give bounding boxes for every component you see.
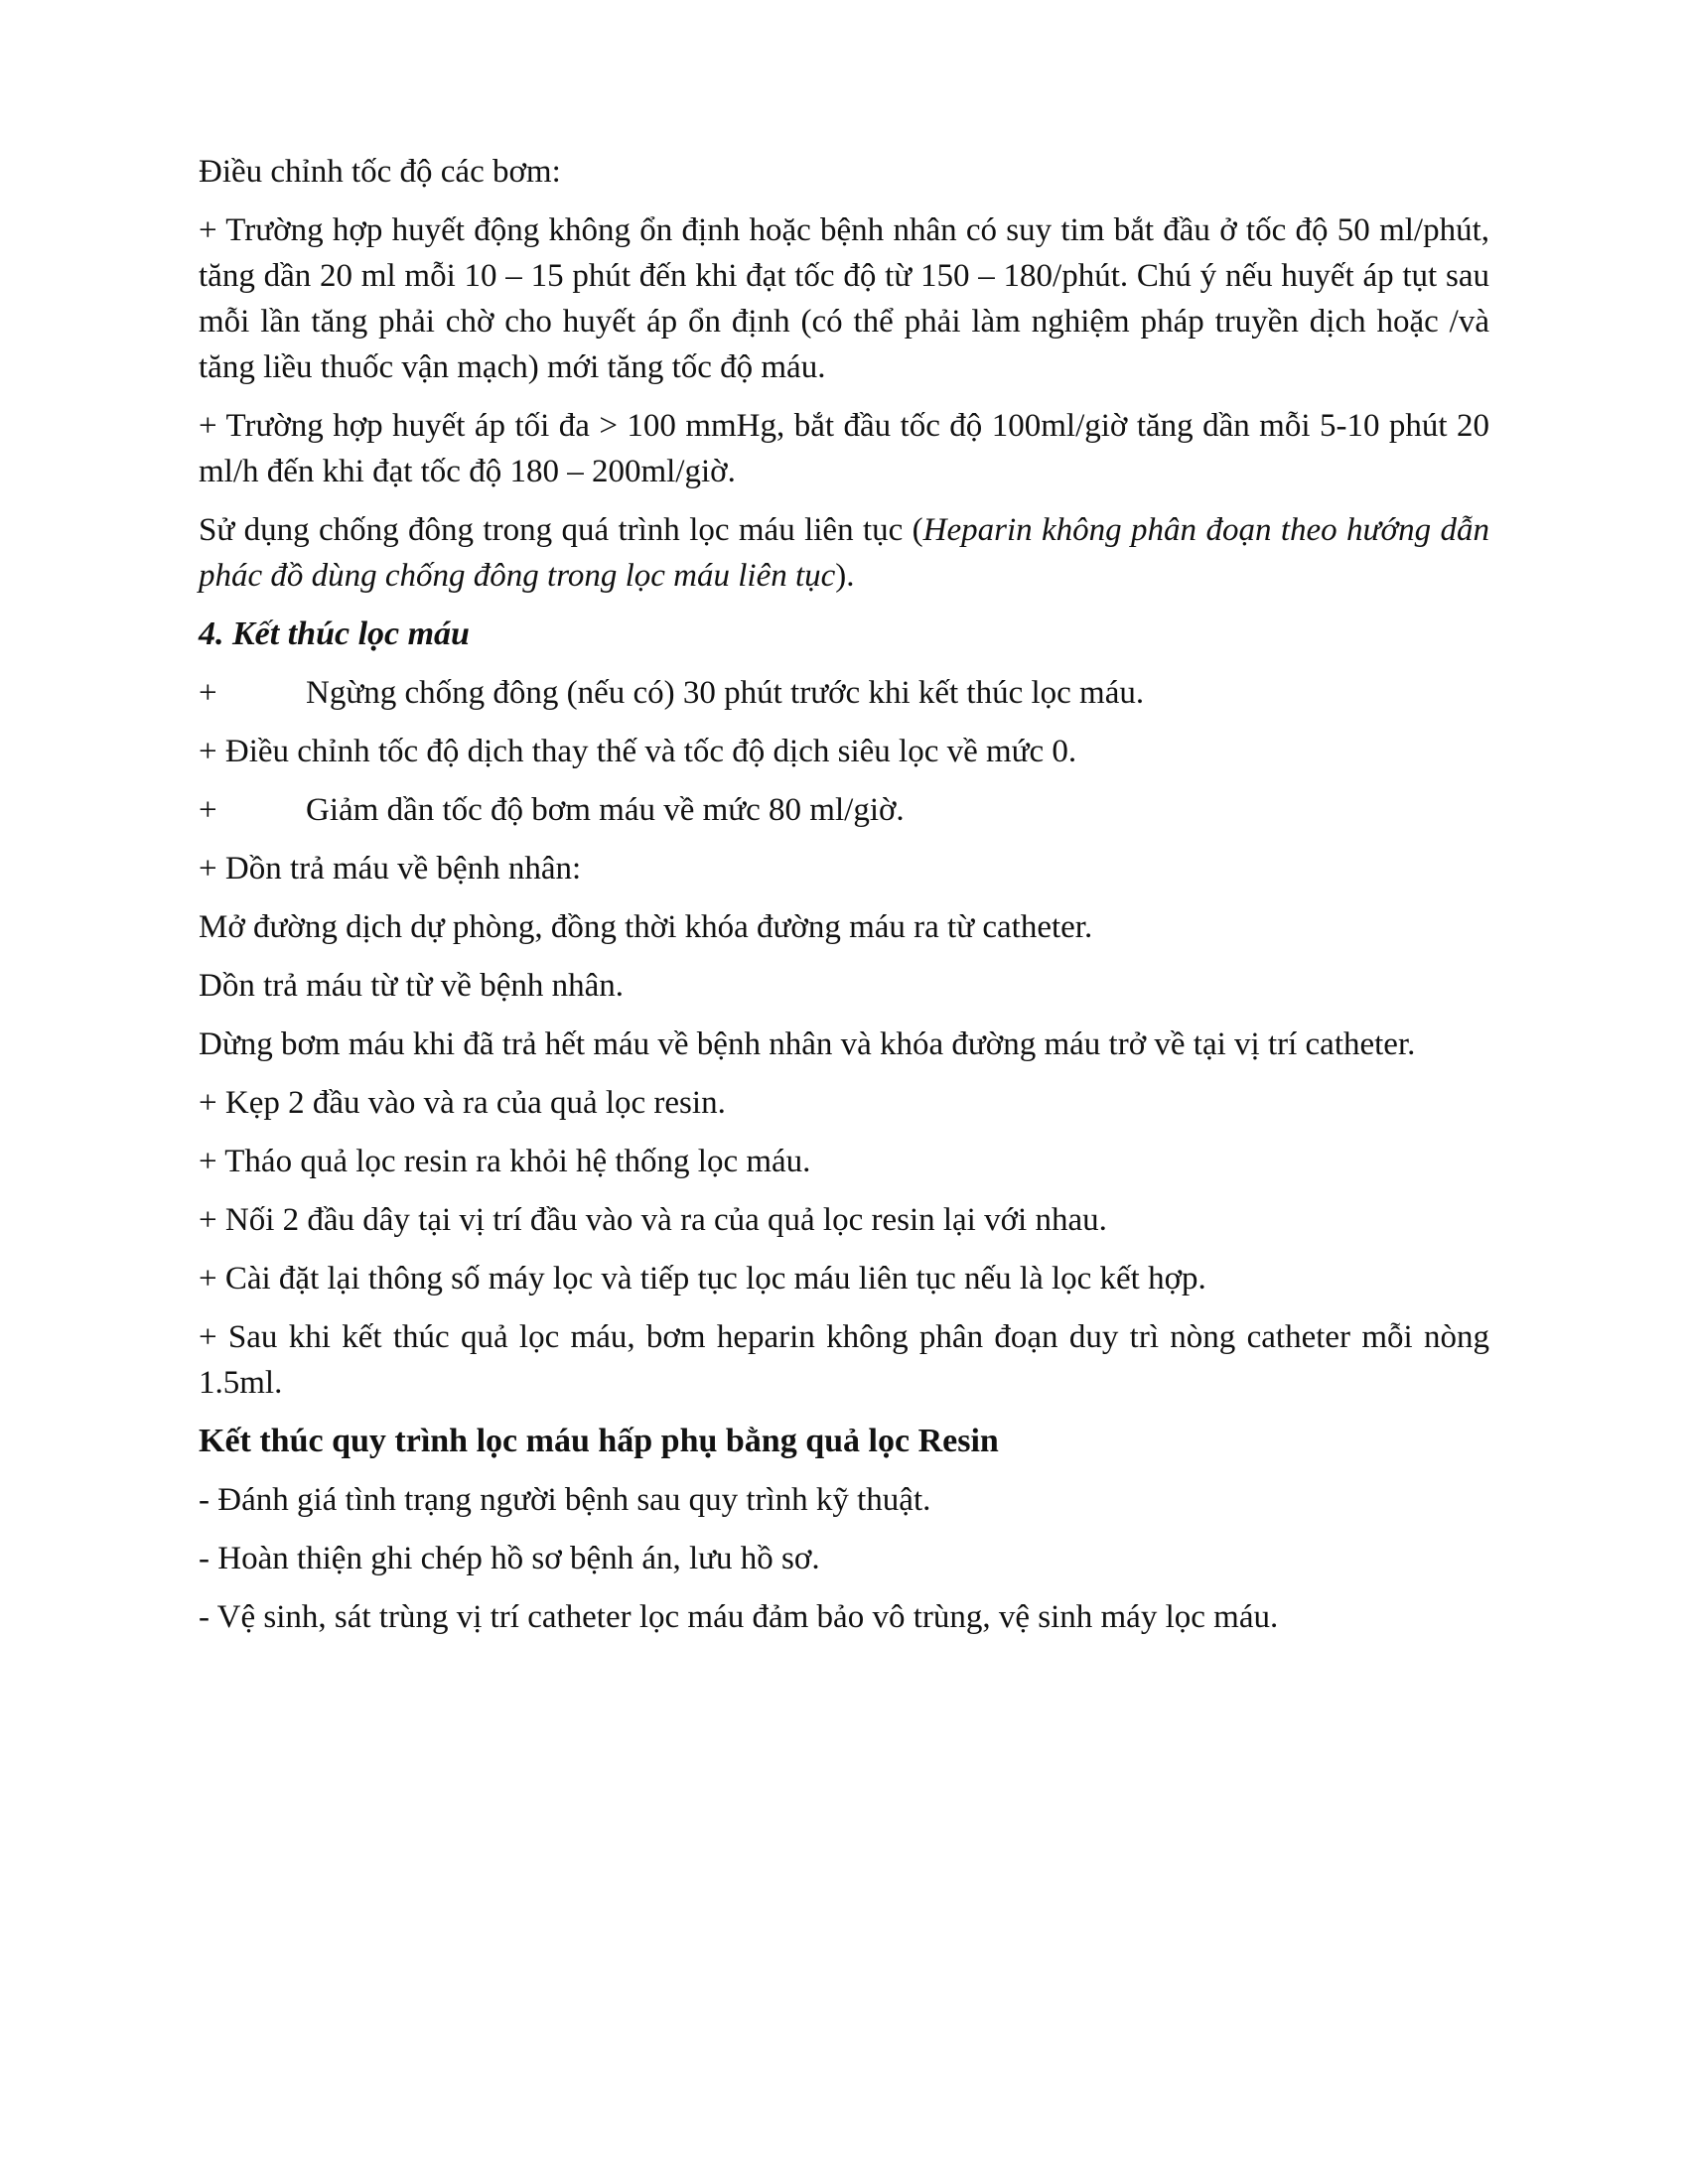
anticoag-italic-note: Heparin không phân đoạn theo hướng dẫn phác đồ dùng chống đông trong lọc máu liên tục <box>199 512 1490 594</box>
step-open-line: Mở đường dịch dự phòng, đồng thời khóa đường máu ra từ catheter. <box>199 909 1093 945</box>
list-item-connect-ends: + Nối 2 đầu dây tại vị trí đầu vào và ra của quả lọc resin lại với nhau. <box>199 1202 1107 1238</box>
step-stop-pump: Dừng bơm máu khi đã trả hết máu về bệnh nhân và khóa đường máu trở về tại vị trí catheter. <box>199 1026 1416 1062</box>
pump-speed-intro: Điều chỉnh tốc độ các bơm: <box>199 154 561 190</box>
list-item-return-blood: + Dồn trả máu về bệnh nhân: <box>199 851 582 887</box>
end-procedure-heading: Kết thúc quy trình lọc máu hấp phụ bằng quả lọc Resin <box>199 1423 999 1459</box>
list-item-reduce-pump <box>199 787 1489 833</box>
section-4-heading: 4. Kết thúc lọc máu <box>199 615 470 652</box>
end-item-assess: - Đánh giá tình trạng người bệnh sau quy trình kỹ thuật. <box>199 1482 931 1518</box>
list-bullet: + <box>199 792 217 828</box>
end-item-records: - Hoàn thiện ghi chép hồ sơ bệnh án, lưu hồ sơ. <box>199 1541 820 1576</box>
document-page <box>199 149 1489 1653</box>
paragraph-unstable-hemodynamics: + Trường hợp huyết động không ổn định hoặc bệnh nhân có suy tim bắt đầu ở tốc độ 50 ml/phút, tăng dần 20 ml mỗi 10 – 15 phút đến khi đạt tốc độ từ 150 – 180/phút. Chú ý nếu huyết áp tụt sau mỗi lần tăng phải chờ cho huyết áp ổn định (có thể phải làm nghiệm pháp truyền dịch hoặc /và tăng liều thuốc vận mạch) mới tăng tốc độ máu. <box>199 212 1489 385</box>
list-item-remove-filter: + Tháo quả lọc resin ra khỏi hệ thống lọc máu. <box>199 1144 811 1179</box>
list-item-text: Giảm dần tốc độ bơm máu về mức 80 ml/giờ. <box>306 792 905 828</box>
list-item-reset-machine: + Cài đặt lại thông số máy lọc và tiếp tục lọc máu liên tục nếu là lọc kết hợp. <box>199 1261 1206 1297</box>
list-item-adjust-fluid: + Điều chỉnh tốc độ dịch thay thế và tốc độ dịch siêu lọc về mức 0. <box>199 734 1077 769</box>
step-return-slowly: Dồn trả máu từ từ về bệnh nhân. <box>199 968 625 1004</box>
paragraph-anticoagulation <box>199 507 1489 599</box>
end-item-hygiene: - Vệ sinh, sát trùng vị trí catheter lọc máu đảm bảo vô trùng, vệ sinh máy lọc máu. <box>199 1599 1279 1635</box>
list-item-text: Ngừng chống đông (nếu có) 30 phút trước khi kết thúc lọc máu. <box>306 675 1145 711</box>
anticoag-text-end: ). <box>835 558 855 594</box>
list-item-clamp: + Kẹp 2 đầu vào và ra của quả lọc resin. <box>199 1085 726 1121</box>
paragraph-blood-pressure: + Trường hợp huyết áp tối đa > 100 mmHg, bắt đầu tốc độ 100ml/giờ tăng dần mỗi 5-10 phút 20 ml/h đến khi đạt tốc độ 180 – 200ml/giờ. <box>199 408 1489 489</box>
list-item-stop-anticoag <box>199 670 1489 716</box>
anticoag-text-start: Sử dụng chống đông trong quá trình lọc máu liên tục ( <box>199 512 923 548</box>
list-bullet: + <box>199 675 217 711</box>
list-item-heparin-lock: + Sau khi kết thúc quả lọc máu, bơm heparin không phân đoạn duy trì nòng catheter mỗi nòng 1.5ml. <box>199 1319 1489 1401</box>
